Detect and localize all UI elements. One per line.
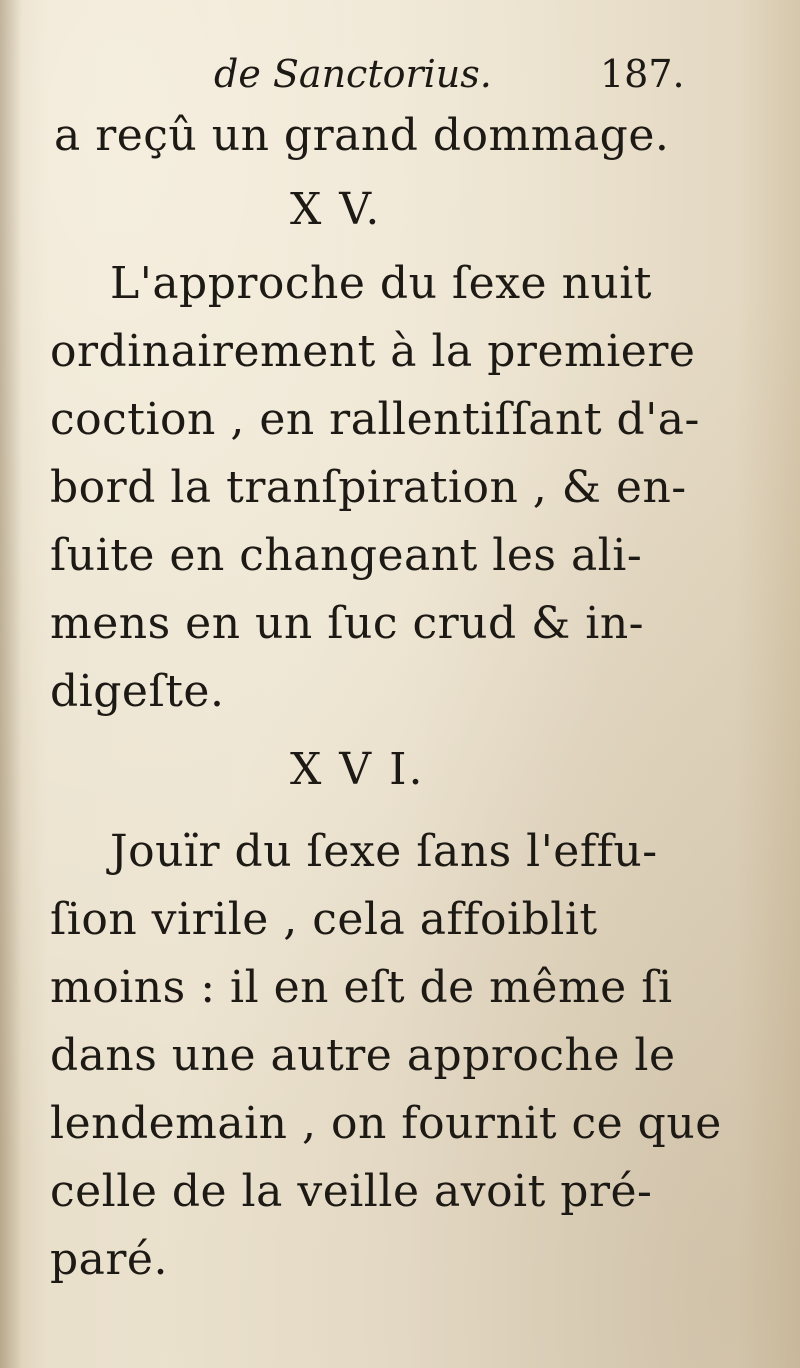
text-line: ſion virile , cela affoiblit [50,894,598,945]
text-line: moins : il en eſt de même ſi [50,962,673,1013]
running-title: de Sanctorius. [214,52,492,96]
text-line: ordinairement à la premiere [50,326,696,377]
text-line: Jouïr du ſexe ſans l'effu- [110,826,658,877]
text-line: coction , en rallentiſſant d'a- [50,394,700,445]
section-number-xvi: X V I. [290,744,425,795]
text-line: mens en un ſuc crud & in- [50,598,645,649]
text-line: digeſte. [50,666,225,717]
text-line: celle de la veille avoit pré- [50,1166,653,1217]
section-number-xv: X V. [290,184,382,235]
text-line: lendemain , on fournit ce que [50,1098,722,1149]
text-line: dans une autre approche le [50,1030,676,1081]
text-line: paré. [50,1234,168,1285]
page-number: 187. [600,52,685,96]
text-line: ſuite en changeant les ali- [50,530,643,581]
text-line: L'approche du ſexe nuit [110,258,652,309]
text-line: bord la tranſpiration , & en- [50,462,687,513]
text-line: a reçû un grand dommage. [54,110,670,161]
page-shadow-edge [0,0,22,1368]
